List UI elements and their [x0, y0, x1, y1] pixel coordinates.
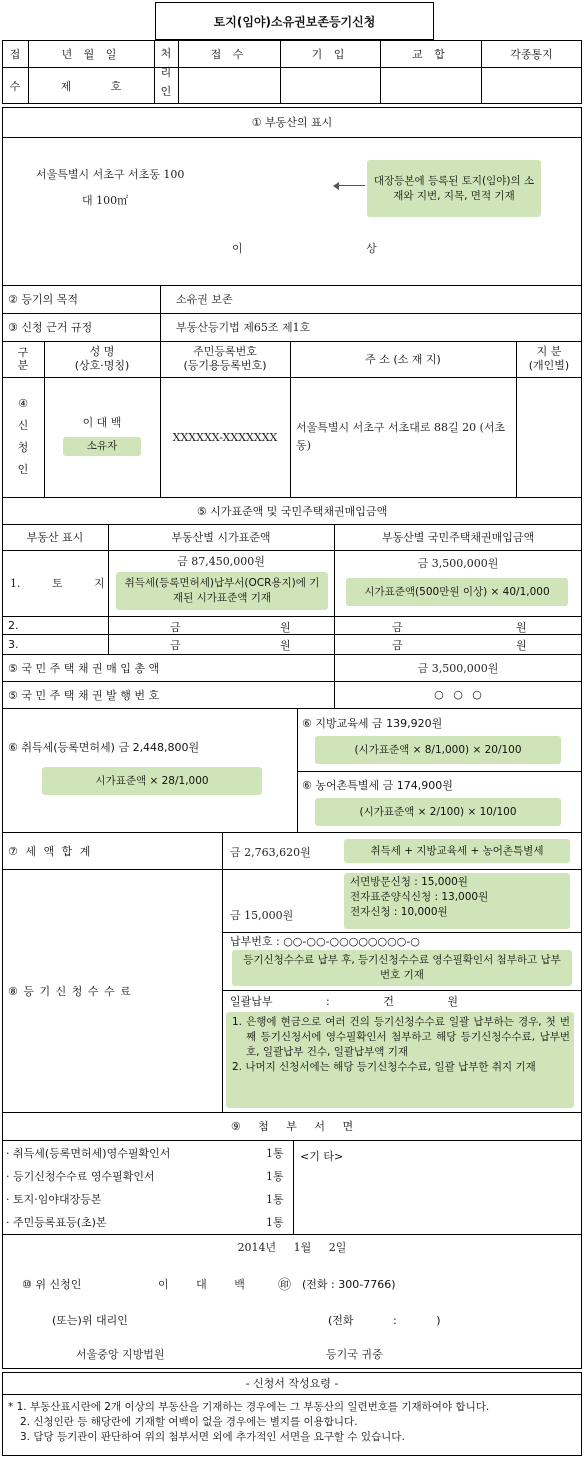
- property-land: 대 100㎡: [82, 194, 129, 207]
- tax-acquisition-note: 시가표준액 × 28/1,000: [42, 767, 262, 795]
- fee-line-3: 전자신청 : 10,000원: [350, 906, 448, 918]
- attach-item-2-name: · 등기신청수수료 영수필확인서: [6, 1170, 155, 1183]
- bonds-issue-label: ⑤ 국 민 주 택 채 권 발 행 번 호: [8, 688, 160, 702]
- tax-sum-label: ⑦ 세 액 합 계: [8, 844, 93, 858]
- tax-farm-label: ⑥ 농어촌특별세 금 174,900원: [302, 779, 453, 792]
- sign-agent-phone: (전화 : ): [328, 1314, 441, 1327]
- applicant-header-share: 지 분 (개인별): [528, 345, 570, 372]
- attach-item-4-name: · 주민등록표등(초)본: [6, 1216, 107, 1229]
- property-note: 대장등본에 등록된 토지(임야)의 소재와 지번, 지목, 면적 기재: [367, 160, 541, 217]
- basis-value: 부동산등기법 제65조 제1호: [176, 321, 311, 334]
- sign-applicant-label: ⑩ 위 신청인: [22, 1278, 82, 1291]
- attach-item-2-count: 1통: [266, 1170, 284, 1183]
- property-header: ① 부동산의 표시: [251, 116, 333, 129]
- applicant-header-type: 구분: [17, 346, 29, 372]
- bonds-row2-label: 2.: [8, 618, 19, 632]
- tax-education-note: (시가표준액 × 8/1,000) × 20/100: [315, 736, 561, 764]
- tax-sum-value: 금 2,763,620원: [230, 846, 311, 859]
- sign-applicant-phone: (전화 : 300-7766): [302, 1278, 396, 1291]
- fee-bulk-note-1: 1. 은행에 현금으로 여러 건의 등기신청수수료 일괄 납부하는 경우, 첫 번째 등기신청서에 영수필확인서 첨부하고 해당 등기신청수수료, 납부번호, 일괄납부 건수, 일괄납부액 기재: [232, 1016, 570, 1058]
- property-address: 서울특별시 서초구 서초동 100: [36, 168, 185, 181]
- applicant-header-id: 주민등록번호 (등기용등록번호): [183, 345, 267, 372]
- applicant-id: XXXXXX-XXXXXXX: [172, 430, 278, 444]
- attach-item-4: [6, 1211, 286, 1233]
- purpose-label: ② 등기의 목적: [8, 293, 78, 306]
- receipt-number: 제 호: [60, 79, 122, 93]
- attach-other: <기 타>: [300, 1150, 344, 1163]
- attach-item-3-name: · 토지·임야대장등본: [6, 1193, 102, 1206]
- fee-amount: 금 15,000원: [230, 909, 294, 922]
- bonds-row3-label: 3.: [8, 637, 19, 651]
- fee-bulk-notes: [226, 1012, 574, 1108]
- basis-label: ③ 신청 근거 규정: [8, 321, 93, 334]
- purpose-value: 소유권 보존: [176, 293, 233, 306]
- receipt-header-3: 교 합: [412, 47, 449, 61]
- applicant-side-label: ④ 신 청 인: [17, 397, 29, 476]
- fee-breakdown: [344, 873, 570, 929]
- bonds-row1-note: 취득세(등록면허세)납부서(OCR용지)에 기재된 시가표준액 기재: [116, 572, 328, 610]
- sign-court: 서울중앙 지방법원: [76, 1348, 165, 1361]
- bonds-row1-label: 1. 토 지: [10, 577, 105, 590]
- applicant-header-address: 주 소 (소 재 지): [365, 353, 441, 366]
- receipt-header-1: 접 수: [210, 47, 248, 61]
- fee-line-1: 서면방문신청 : 15,000원: [350, 876, 468, 888]
- tax-sum-note: 취득세 + 지방교육세 + 농어촌특별세: [344, 839, 570, 863]
- arrow-left-icon: [337, 185, 365, 186]
- sign-office: 등기국 귀중: [326, 1348, 383, 1361]
- bonds-header-value: 부동산별 시가표준액: [171, 531, 271, 544]
- instructions-title: - 신청서 작성요령 -: [245, 1377, 339, 1390]
- bonds-row1-value: 금 87,450,000원: [177, 555, 265, 568]
- bonds-issue-value: ○ ○ ○: [434, 688, 482, 701]
- fee-bulk-note-2: 2. 나머지 신청서에는 해당 등기신청수수료, 일괄 납부한 취지 기재: [232, 1061, 536, 1073]
- fee-label: ⑧ 등 기 신 청 수 수 료: [8, 984, 132, 998]
- fee-pay-note: 등기신청수수료 납부 후, 등기신청수수료 영수필확인서 첨부하고 납부번호 기재: [232, 950, 572, 986]
- tax-farm-note: (시가표준액 × 2/100) × 10/100: [315, 798, 561, 826]
- instruction-2: 2. 신청인란 등 해당란에 기재할 여백이 없을 경우에는 별지를 이용합니다.: [20, 1416, 358, 1428]
- bonds-row1-bond-note: 시가표준액(500만원 이상) × 40/1,000: [346, 578, 568, 606]
- attach-item-2: [6, 1165, 286, 1187]
- applicant-header-name: 성 명 (상호·명칭): [74, 345, 130, 372]
- bonds-total-label: ⑤ 국 민 주 택 채 권 매 입 총 액: [8, 661, 160, 675]
- instruction-1: * 1. 부동산표시란에 2개 이상의 부동산을 기재하는 경우에는 그 부동산의 일련번호를 기재하여야 합니다.: [8, 1401, 490, 1413]
- form-title: [155, 2, 434, 40]
- receipt-date: 년 월 일: [61, 47, 121, 61]
- bonds-total-value: 금 3,500,000원: [417, 661, 499, 675]
- receipt-header-2: 기 입: [311, 47, 349, 61]
- form-title-text: 토지(임야)소유권보존등기신청: [213, 14, 376, 29]
- applicant-role: 소유자: [63, 437, 141, 456]
- sign-applicant-name: 이 대 백: [158, 1278, 245, 1291]
- attach-item-3-count: 1통: [266, 1193, 284, 1206]
- attach-item-1-count: 1통: [266, 1147, 284, 1160]
- fee-bulk: 일괄납부 : 건 원: [230, 995, 458, 1008]
- bonds-header-property: 부동산 표시: [26, 531, 84, 544]
- receipt-process: 처리인: [160, 46, 172, 98]
- seal-icon: ㊞: [278, 1278, 292, 1293]
- instructions-list: [8, 1400, 580, 1445]
- sign-agent-label: (또는)위 대리인: [52, 1314, 128, 1327]
- applicant-address: 서울특별시 서초구 서초대로 88길 20 (서초동): [296, 421, 506, 452]
- applicant-name: 이 대 백: [82, 416, 122, 429]
- instruction-3: 3. 담당 등기관이 판단하여 위의 첨부서면 외에 추가적인 서면을 요구할 수 있습니다.: [20, 1431, 405, 1443]
- fee-pay-number: 납부번호 : ○○-○○-○○○○○○○○-○: [230, 935, 420, 948]
- sign-date: 2014년 1월 2일: [237, 1241, 347, 1254]
- property-end: 이 상: [232, 242, 377, 255]
- attach-header: ⑨ 첨 부 서 면: [230, 1120, 354, 1133]
- bonds-header-bond: 부동산별 국민주택채권매입금액: [381, 531, 535, 544]
- tax-education-label: ⑥ 지방교육세 금 139,920원: [302, 717, 443, 730]
- attach-item-1-name: · 취득세(등록면허세)영수필확인서: [6, 1147, 171, 1160]
- bonds-header: ⑤ 시가표준액 및 국민주택채권매입금액: [196, 504, 388, 518]
- attach-item-4-count: 1통: [266, 1216, 284, 1229]
- tax-acquisition-label: ⑥ 취득세(등록면허세) 금 2,448,800원: [8, 741, 200, 754]
- fee-line-2: 전자표준양식신청 : 13,000원: [350, 891, 489, 903]
- receipt-header-4: 각종통지: [510, 47, 553, 61]
- attach-item-3: [6, 1188, 286, 1210]
- bonds-row1-bond: 금 3,500,000원: [417, 557, 499, 570]
- receipt-label-bottom: 수: [9, 79, 21, 93]
- attach-item-1: [6, 1142, 286, 1164]
- receipt-label-top: 접: [9, 47, 21, 61]
